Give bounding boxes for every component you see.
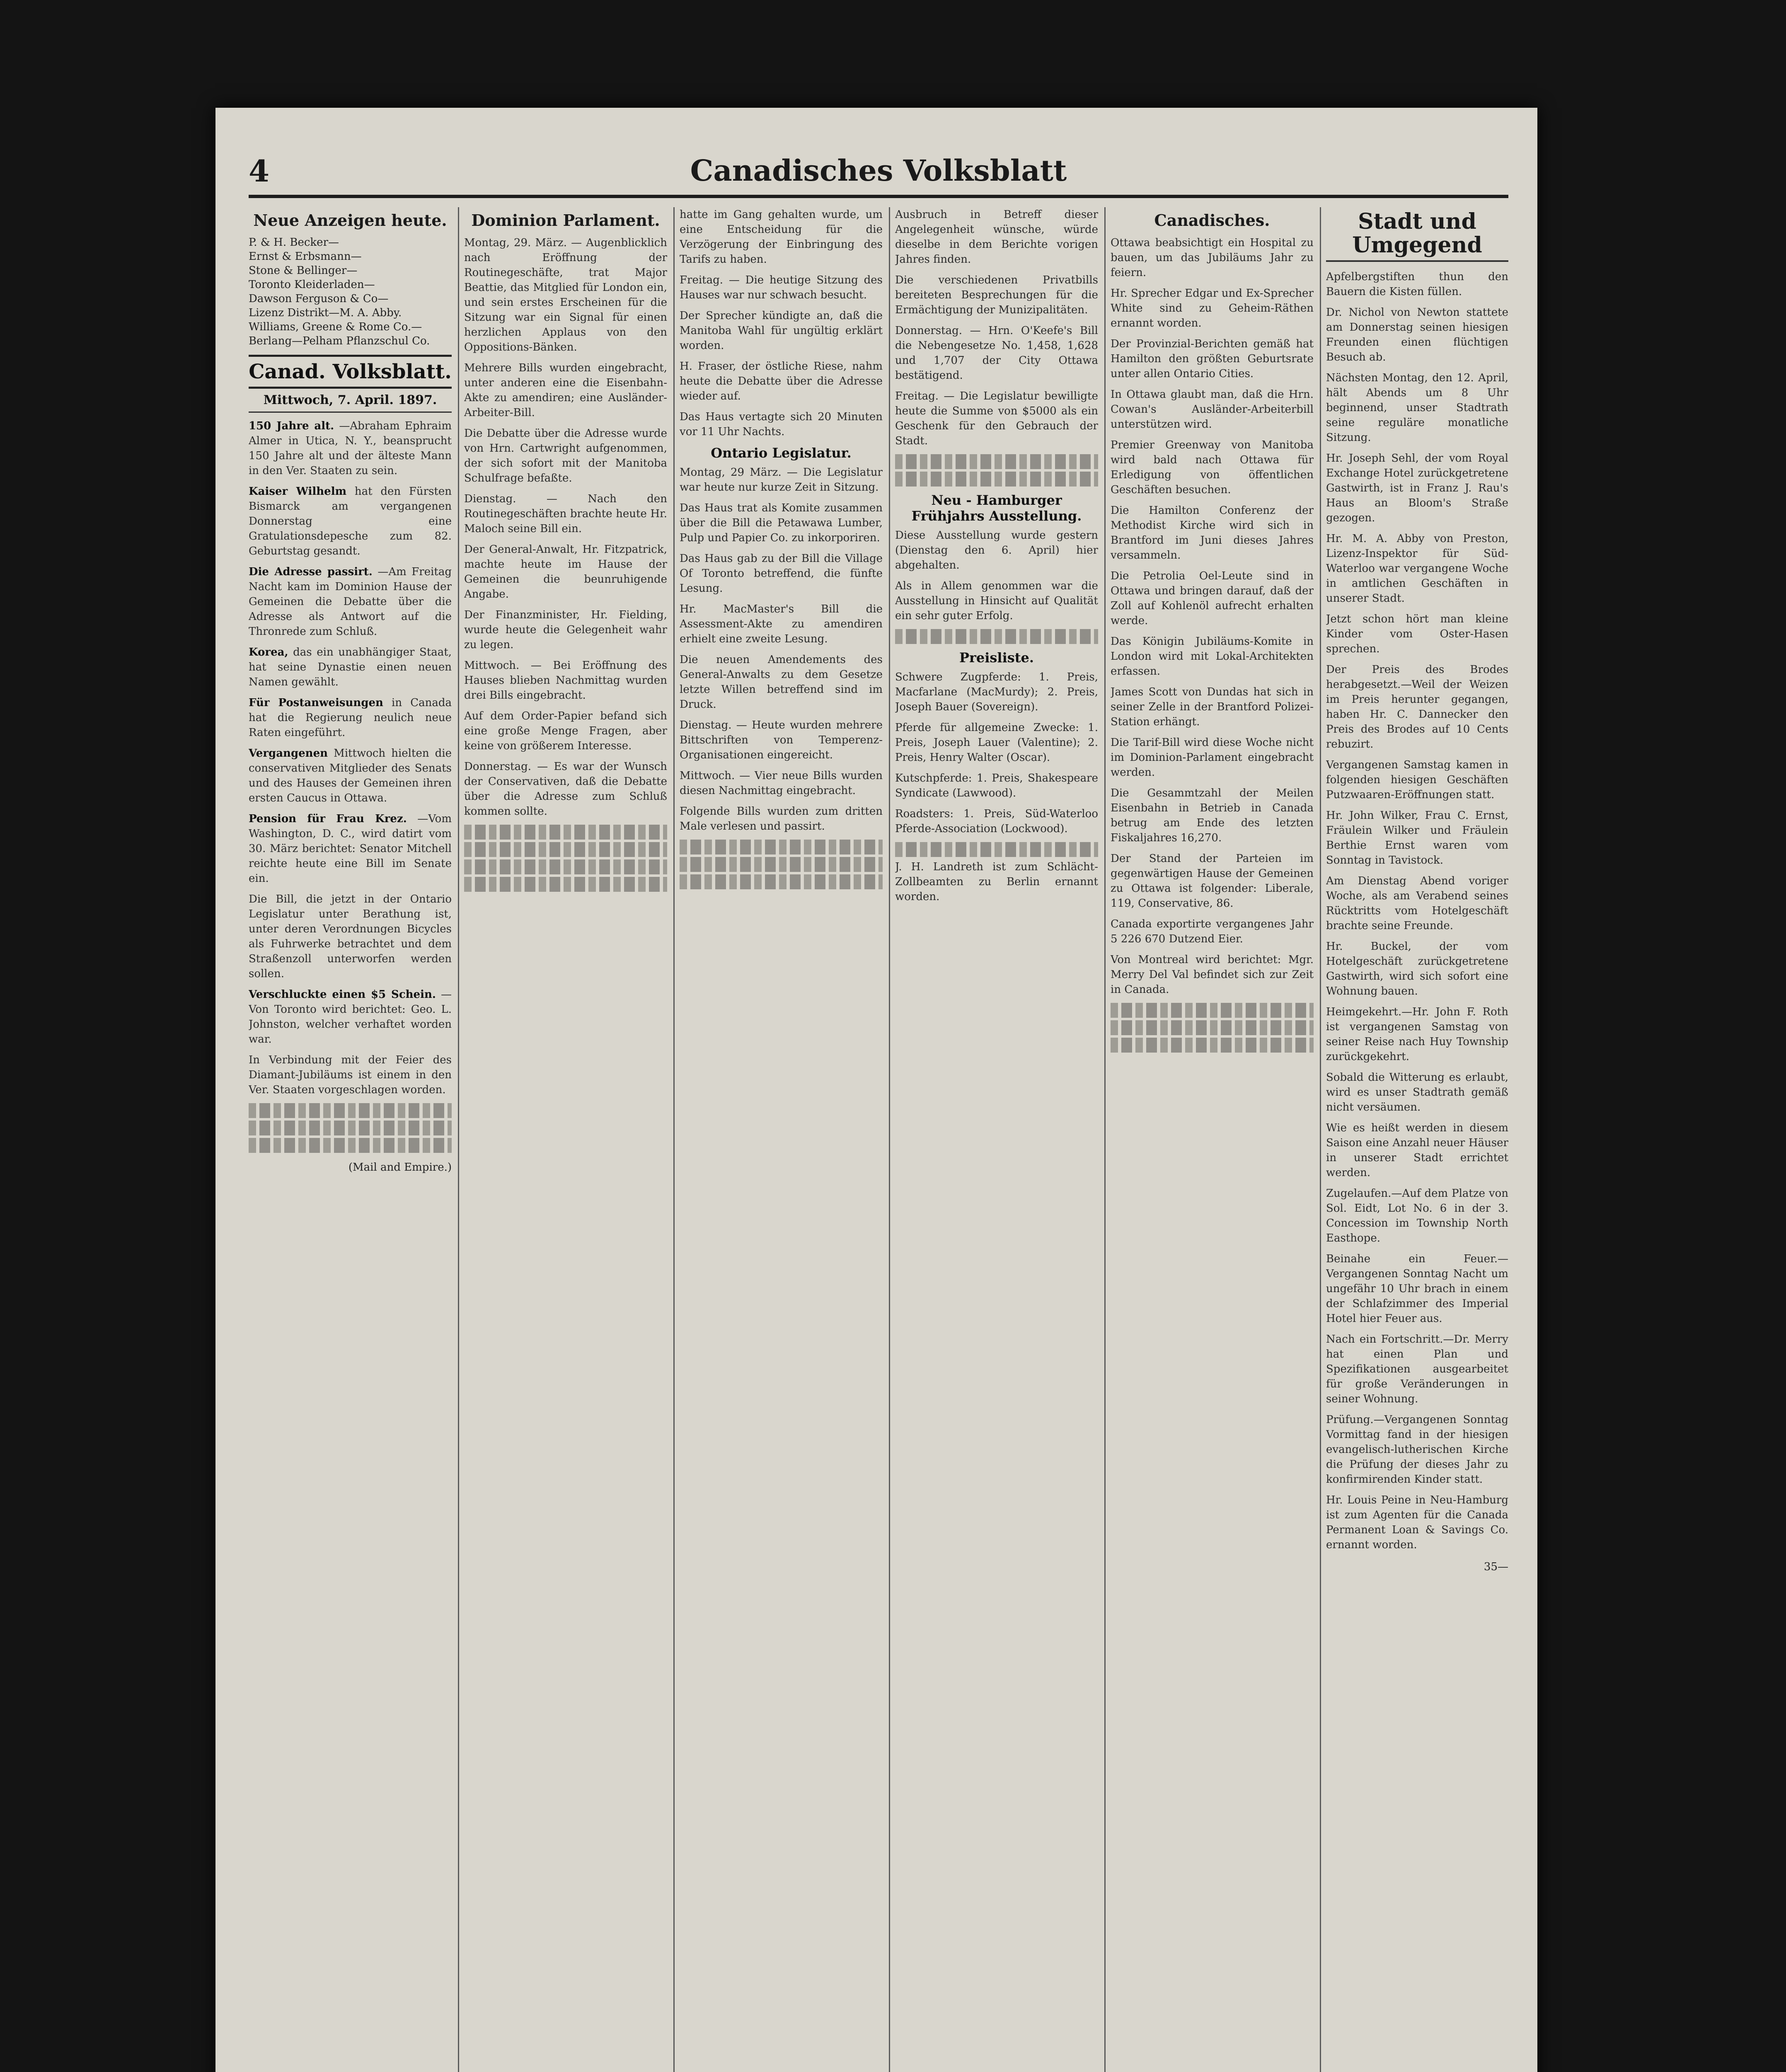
ad-item: Lizenz Distrikt—M. A. Abby. — [249, 306, 402, 319]
paragraph: Die Gesammtzahl der Meilen Eisenbahn in Betrieb in Canada betrug am Ende des letzten Fiskaljahres 16,270. — [1111, 787, 1314, 844]
paragraph: Mittwoch. — Vier neue Bills wurden diesen Nachmittag eingebracht. — [680, 770, 883, 797]
paragraph: Dienstag. — Heute wurden mehrere Bittschriften von Temperenz-Organisationen eingereicht. — [680, 719, 883, 761]
paragraph: Die Petrolia Oel-Leute sind in Ottawa und bringen darauf, daß der Zoll auf Kohlenöl aufrecht erhalten werde. — [1111, 569, 1314, 627]
paragraph: Zugelaufen.—Auf dem Platze von Sol. Eidt, Lot No. 6 in der 3. Concession im Township North Easthope. — [1326, 1187, 1508, 1245]
paragraph: Apfelbergstiften thun den Bauern die Kisten füllen. — [1326, 271, 1508, 298]
column-rule — [673, 207, 675, 2072]
paragraph: Canada exportirte vergangenes Jahr 5 226 670 Dutzend Eier. — [1111, 917, 1314, 945]
paragraph: Als in Allem genommen war die Ausstellung in Hinsicht auf Qualität ein sehr guter Erfolg. — [895, 580, 1098, 622]
column-5 — [1111, 207, 1314, 2072]
news-item — [249, 746, 452, 806]
illegible-text — [464, 859, 667, 874]
paragraph: Der Provinzial-Berichten gemäß hat Hamilton den größten Geburtsrate unter allen Ontario Cities. — [1111, 337, 1314, 380]
masthead — [249, 145, 1508, 198]
local-news-heading: Stadt und Umgegend — [1326, 210, 1508, 262]
news-text: In Verbindung mit der Feier des Diamant-Jubiläums ist einem in den Ver. Staaten vorgeschlagen worden. — [249, 1053, 452, 1096]
news-item — [249, 564, 452, 639]
illegible-text — [895, 472, 1098, 487]
column-3 — [680, 207, 883, 2072]
illegible-text — [249, 1103, 452, 1118]
paragraph: In Ottawa glaubt man, daß die Hrn. Cowan's Ausländer-Arbeiterbill unterstützen wird. — [1111, 388, 1314, 431]
paragraph: Prüfung.—Vergangenen Sonntag Vormittag fand in der hiesigen evangelisch-lutherischen Kirche die Prüfung der dieses Jahr zu konfirmirenden Kinder statt. — [1326, 1414, 1508, 1486]
news-text: hat den Fürsten Bismarck am vergangenen Donnerstag eine Gratulationsdepesche zum 82. Geburtstag gesandt. — [249, 485, 452, 557]
news-text: das ein unabhängiger Staat, hat seine Dynastie einen neuen Namen gewählt. — [249, 646, 452, 688]
ad-item: Stone & Bellinger— — [249, 264, 358, 277]
paragraph: Diese Ausstellung wurde gestern (Dienstag den 6. April) hier abgehalten. — [895, 529, 1098, 571]
ad-item: Ernst & Erbsmann— — [249, 250, 362, 263]
ad-item: Dawson Ferguson & Co— — [249, 292, 389, 305]
news-headline: Pension für Frau Krez. — [249, 812, 407, 825]
news-headline: Für Postanweisungen — [249, 696, 383, 709]
prize-entry: Kutschpferde: 1. Preis, Shakespeare Syndicate (Lawwood). — [895, 772, 1098, 799]
paragraph: Folgende Bills wurden zum dritten Male verlesen und passirt. — [680, 805, 883, 833]
paragraph: Die Tarif-Bill wird diese Woche nicht im Dominion-Parlament eingebracht werden. — [1111, 736, 1314, 779]
news-text: —Vom Washington, D. C., wird datirt vom 30. März berichtet: Senator Mitchell reichte heute eine Bill im Senate ein. — [249, 812, 452, 885]
paragraph: Das Haus gab zu der Bill die Village Of Toronto betreffend, die fünfte Lesung. — [680, 552, 883, 595]
page-number: 4 — [249, 153, 270, 189]
news-item — [249, 695, 452, 740]
news-item — [249, 987, 452, 1047]
news-item — [249, 1053, 452, 1097]
paragraph: H. Fraser, der östliche Riese, nahm heute die Debatte über die Adresse wieder auf. — [680, 360, 883, 402]
paragraph: Am Dienstag Abend voriger Woche, als am Verabend seines Rücktritts vom Hotelgeschäft brachte seine Freunde. — [1326, 875, 1508, 932]
newspaper-page — [249, 145, 1508, 2072]
illegible-text — [895, 842, 1098, 857]
section-subtitle: Neu - Hamburger Frühjahrs Ausstellung. — [911, 492, 1082, 524]
paragraph: Ottawa beabsichtigt ein Hospital zu bauen, um das Jubiläums Jahr zu feiern. — [1111, 236, 1314, 279]
paragraph: Freitag. — Die Legislatur bewilligte heute die Summe von $5000 als ein Geschenk für den Gebrauch der Stadt. — [895, 390, 1098, 447]
paragraph: Die neuen Amendements des General-Anwalts zu dem Gesetze letzte Willen betreffend sind im Druck. — [680, 654, 883, 711]
paragraph: Montag, 29. März. — Augenblicklich nach Eröffnung der Routinegeschäfte, trat Major Beattie, das Mitglied für London ein, und sein erstes Erscheinen für die Sitzung war ein Signal für einen herzlichen Applaus von den Oppositions-Bänken. — [464, 236, 667, 353]
paper-name: Canad. Volksblatt. — [249, 355, 452, 389]
prize-entry: Pferde für allgemeine Zwecke: 1. Preis, Joseph Lauer (Valentine); 2. Preis, Henry Walter (Oscar). — [895, 721, 1098, 764]
paragraph: Hr. Joseph Sehl, der vom Royal Exchange Hotel zurückgetretene Gastwirth, ist in Franz J. Rau's Haus an Bloom's Straße gezogen. — [1326, 452, 1508, 525]
illegible-text — [464, 825, 667, 840]
newspaper-title: Canadisches Volksblatt — [690, 153, 1067, 188]
paragraph: Das Haus vertagte sich 20 Minuten vor 11 Uhr Nachts. — [680, 411, 883, 438]
news-headline: Die Adresse passirt. — [249, 565, 373, 578]
column-2 — [464, 207, 667, 2072]
paragraph: Mehrere Bills wurden eingebracht, unter anderen eine die Eisenbahn-Akte zu amendiren; eine Ausländer-Arbeiter-Bill. — [464, 361, 667, 419]
paragraph: Das Haus trat als Komite zusammen über die Bill die Petawawa Lumber, Pulp und Papier Co. zu inkorporiren. — [680, 502, 883, 544]
news-headline: Korea, — [249, 646, 288, 658]
column-6 — [1326, 207, 1508, 2072]
paragraph: Donnerstag. — Hrn. O'Keefe's Bill die Nebengesetze No. 1,458, 1,628 und 1,707 der City Ottawa bestätigend. — [895, 324, 1098, 382]
paragraph: Der Finanzminister, Hr. Fielding, wurde heute die Gelegenheit wahr zu legen. — [464, 608, 667, 651]
issue-date: Mittwoch, 7. April. 1897. — [249, 393, 452, 413]
ad-item: Toronto Kleiderladen— — [249, 278, 375, 291]
prize-list-title: Preisliste. — [959, 650, 1034, 666]
paragraph: Hr. M. A. Abby von Preston, Lizenz-Inspektor für Süd-Waterloo war vergangene Woche in amtlichen Geschäften in unserer Stadt. — [1326, 533, 1508, 605]
column-rule — [1320, 207, 1321, 2072]
ad-item: Williams, Greene & Rome Co.— — [249, 320, 422, 333]
illegible-text — [249, 1121, 452, 1135]
illegible-text — [895, 629, 1098, 644]
news-text: —Am Freitag Nacht kam im Dominion Hause der Gemeinen die Debatte über die Adresse als Antwort auf die Thronrede zum Schluß. — [249, 565, 452, 638]
illegible-text — [895, 454, 1098, 469]
paragraph: Auf dem Order-Papier befand sich eine große Menge Fragen, aber keine von größerem Interesse. — [464, 709, 667, 752]
paragraph: Wie es heißt werden in diesem Saison eine Anzahl neuer Häuser in unserer Stadt errichtet werden. — [1326, 1122, 1508, 1179]
paragraph: Die Hamilton Conferenz der Methodist Kirche wird sich in Brantford im Juni dieses Jahres versammeln. — [1111, 504, 1314, 562]
news-item — [249, 892, 452, 981]
prize-entry: Roadsters: 1. Preis, Süd-Waterloo Pferde-Association (Lockwood). — [895, 808, 1098, 835]
paragraph: Das Königin Jubiläums-Komite in London wird mit Lokal-Architekten erfassen. — [1111, 635, 1314, 678]
column-1 — [249, 207, 452, 2072]
paragraph: Premier Greenway von Manitoba wird bald nach Ottawa für Erledigung von öffentlichen Geschäften besuchen. — [1111, 438, 1314, 496]
news-item — [249, 484, 452, 559]
news-headline: Kaiser Wilhelm — [249, 485, 347, 498]
paragraph: Hr. MacMaster's Bill die Assessment-Akte zu amendiren erhielt eine zweite Lesung. — [680, 603, 883, 645]
ad-item: P. & H. Becker— — [249, 236, 339, 249]
news-item — [249, 811, 452, 886]
paragraph: Hr. Louis Peine in Neu-Hamburg ist zum Agenten für die Canada Permanent Loan & Savings Co. ernannt worden. — [1326, 1494, 1508, 1552]
section-title: Canadisches. — [1154, 211, 1270, 230]
news-headline: Vergangenen — [249, 747, 328, 760]
new-ads-heading: Neue Anzeigen heute. — [253, 211, 447, 230]
column-rule — [1104, 207, 1106, 2072]
news-item — [249, 645, 452, 690]
paragraph: Der Preis des Brodes herabgesetzt.—Weil der Weizen im Preis herunter gegangen, haben Hr. C. Dannecker den Preis des Brodes auf 10 Cents rebuzirt. — [1326, 663, 1508, 751]
ad-code: 35— — [1483, 1561, 1508, 1573]
paragraph: Mittwoch. — Bei Eröffnung des Hauses blieben Nachmittag wurden drei Bills eingebracht. — [464, 659, 667, 702]
paragraph: Die Debatte über die Adresse wurde von Hrn. Cartwright aufgenommen, der sich sofort mit der Manitoba Schulfrage befaßte. — [464, 427, 667, 484]
illegible-text — [680, 840, 883, 854]
illegible-text — [464, 877, 667, 892]
news-headline: Verschluckte einen $5 Schein. — [249, 988, 436, 1001]
paragraph: Vergangenen Samstag kamen in folgenden hiesigen Geschäften Putzwaaren-Eröffnungen statt. — [1326, 759, 1508, 801]
illegible-text — [1111, 1020, 1314, 1035]
paragraph: hatte im Gang gehalten wurde, um eine Entscheidung für die Verzögerung der Einbringung des Tarifs zu haben. — [680, 208, 883, 266]
column-rule — [458, 207, 459, 2072]
news-item — [249, 419, 452, 478]
paragraph: Die verschiedenen Privatbills bereiteten Besprechungen für die Ermächtigung der Munizipalitäten. — [895, 274, 1098, 316]
paragraph: Heimgekehrt.—Hr. John F. Roth ist vergangenen Samstag von seiner Reise nach Huy Township zurückgekehrt. — [1326, 1006, 1508, 1063]
column-4 — [895, 207, 1098, 2072]
paragraph: Freitag. — Die heutige Sitzung des Hauses war nur schwach besucht. — [680, 274, 883, 301]
column-rule — [889, 207, 890, 2072]
paragraph: Der Stand der Parteien im gegenwärtigen Hause der Gemeinen zu Ottawa ist folgender: Liberale, 119, Conservative, 86. — [1111, 852, 1314, 910]
ads-list — [249, 235, 452, 348]
source-credit: (Mail and Empire.) — [348, 1161, 452, 1174]
paragraph: Dr. Nichol von Newton stattete am Donnerstag seinen hiesigen Freunden einen flüchtigen Besuch ab. — [1326, 306, 1508, 364]
paragraph: Nach ein Fortschritt.—Dr. Merry hat einen Plan und Spezifikationen ausgearbeitet für große Veränderungen in seiner Wohnung. — [1326, 1333, 1508, 1406]
paragraph: Jetzt schon hört man kleine Kinder vom Oster-Hasen sprechen. — [1326, 613, 1508, 656]
illegible-text — [249, 1138, 452, 1153]
paragraph: Beinahe ein Feuer.—Vergangenen Sonntag Nacht um ungefähr 10 Uhr brach in einem der Schlafzimmer des Imperial Hotel hier Feuer aus. — [1326, 1253, 1508, 1325]
paragraph: Ausbruch in Betreff dieser Angelegenheit wünsche, würde dieselbe in dem Berichte vorigen Jahres finden. — [895, 208, 1098, 266]
illegible-text — [1111, 1038, 1314, 1053]
paragraph: Donnerstag. — Es war der Wunsch der Conservativen, daß die Debatte über die Adresse zum Schluß kommen sollte. — [464, 760, 667, 818]
news-text: —Von Toronto wird berichtet: Geo. L. Johnston, welcher verhaftet worden war. — [249, 988, 452, 1046]
paragraph: Montag, 29 März. — Die Legislatur war heute nur kurze Zeit in Sitzung. — [680, 466, 883, 494]
illegible-text — [680, 857, 883, 872]
news-text: Mittwoch hielten die conservativen Mitglieder des Senats und des Hauses der Gemeinen ihren ersten Caucus in Ottawa. — [249, 747, 452, 804]
section-subtitle: Ontario Legislatur. — [711, 445, 852, 461]
paragraph: James Scott von Dundas hat sich in seiner Zelle in der Brantford Polizei-Station erhängt. — [1111, 685, 1314, 728]
paragraph: Der General-Anwalt, Hr. Fitzpatrick, machte heute im Hause der Gemeinen die beunruhigende Angabe. — [464, 543, 667, 600]
paragraph: Von Montreal wird berichtet: Mgr. Merry Del Val befindet sich zur Zeit in Canada. — [1111, 953, 1314, 996]
paragraph: Hr. John Wilker, Frau C. Ernst, Fräulein Wilker und Fräulein Berthie Ernst waren vom Sonntag in Tavistock. — [1326, 809, 1508, 867]
paragraph: Sobald die Witterung es erlaubt, wird es unser Stadtrath gemäß nicht versäumen. — [1326, 1071, 1508, 1114]
section-title: Dominion Parlament. — [471, 211, 660, 230]
news-text: Die Bill, die jetzt in der Ontario Legislatur unter Berathung ist, unter deren Verordnungen Bicycles als Fuhrwerke betrachtet und dem Straßenzoll unterworfen werden sollen. — [249, 893, 452, 980]
newspaper-sheet — [215, 108, 1537, 2072]
illegible-text — [1111, 1003, 1314, 1018]
news-text: in Canada hat die Regierung neulich neue Raten eingeführt. — [249, 696, 452, 739]
paragraph: Nächsten Montag, den 12. April, hält Abends um 8 Uhr beginnend, unser Stadtrath seine reguläre monatliche Sitzung. — [1326, 372, 1508, 444]
ad-item: Berlang—Pelham Pflanzschul Co. — [249, 334, 430, 347]
illegible-text — [464, 842, 667, 857]
closing-note: J. H. Landreth ist zum Schlächt-Zollbeamten zu Berlin ernannt worden. — [895, 861, 1098, 903]
paragraph: Hr. Buckel, der vom Hotelgeschäft zurückgetretene Gastwirth, wird sich sofort eine Wohnung bauen. — [1326, 940, 1508, 998]
paragraph: Hr. Sprecher Edgar und Ex-Sprecher White sind zu Geheim-Räthen ernannt worden. — [1111, 287, 1314, 329]
news-headline: 150 Jahre alt. — [249, 419, 334, 432]
illegible-text — [680, 874, 883, 889]
prize-entry: Schwere Zugpferde: 1. Preis, Macfarlane (MacMurdy); 2. Preis, Joseph Bauer (Sovereign). — [895, 671, 1098, 713]
news-text: —Abraham Ephraim Almer in Utica, N. Y., beansprucht 150 Jahre alt und der älteste Mann in den Ver. Staaten zu sein. — [249, 419, 452, 477]
paragraph: Der Sprecher kündigte an, daß die Manitoba Wahl für ungültig erklärt worden. — [680, 310, 883, 352]
paragraph: Dienstag. — Nach den Routinegeschäften brachte heute Hr. Maloch seine Bill ein. — [464, 492, 667, 535]
